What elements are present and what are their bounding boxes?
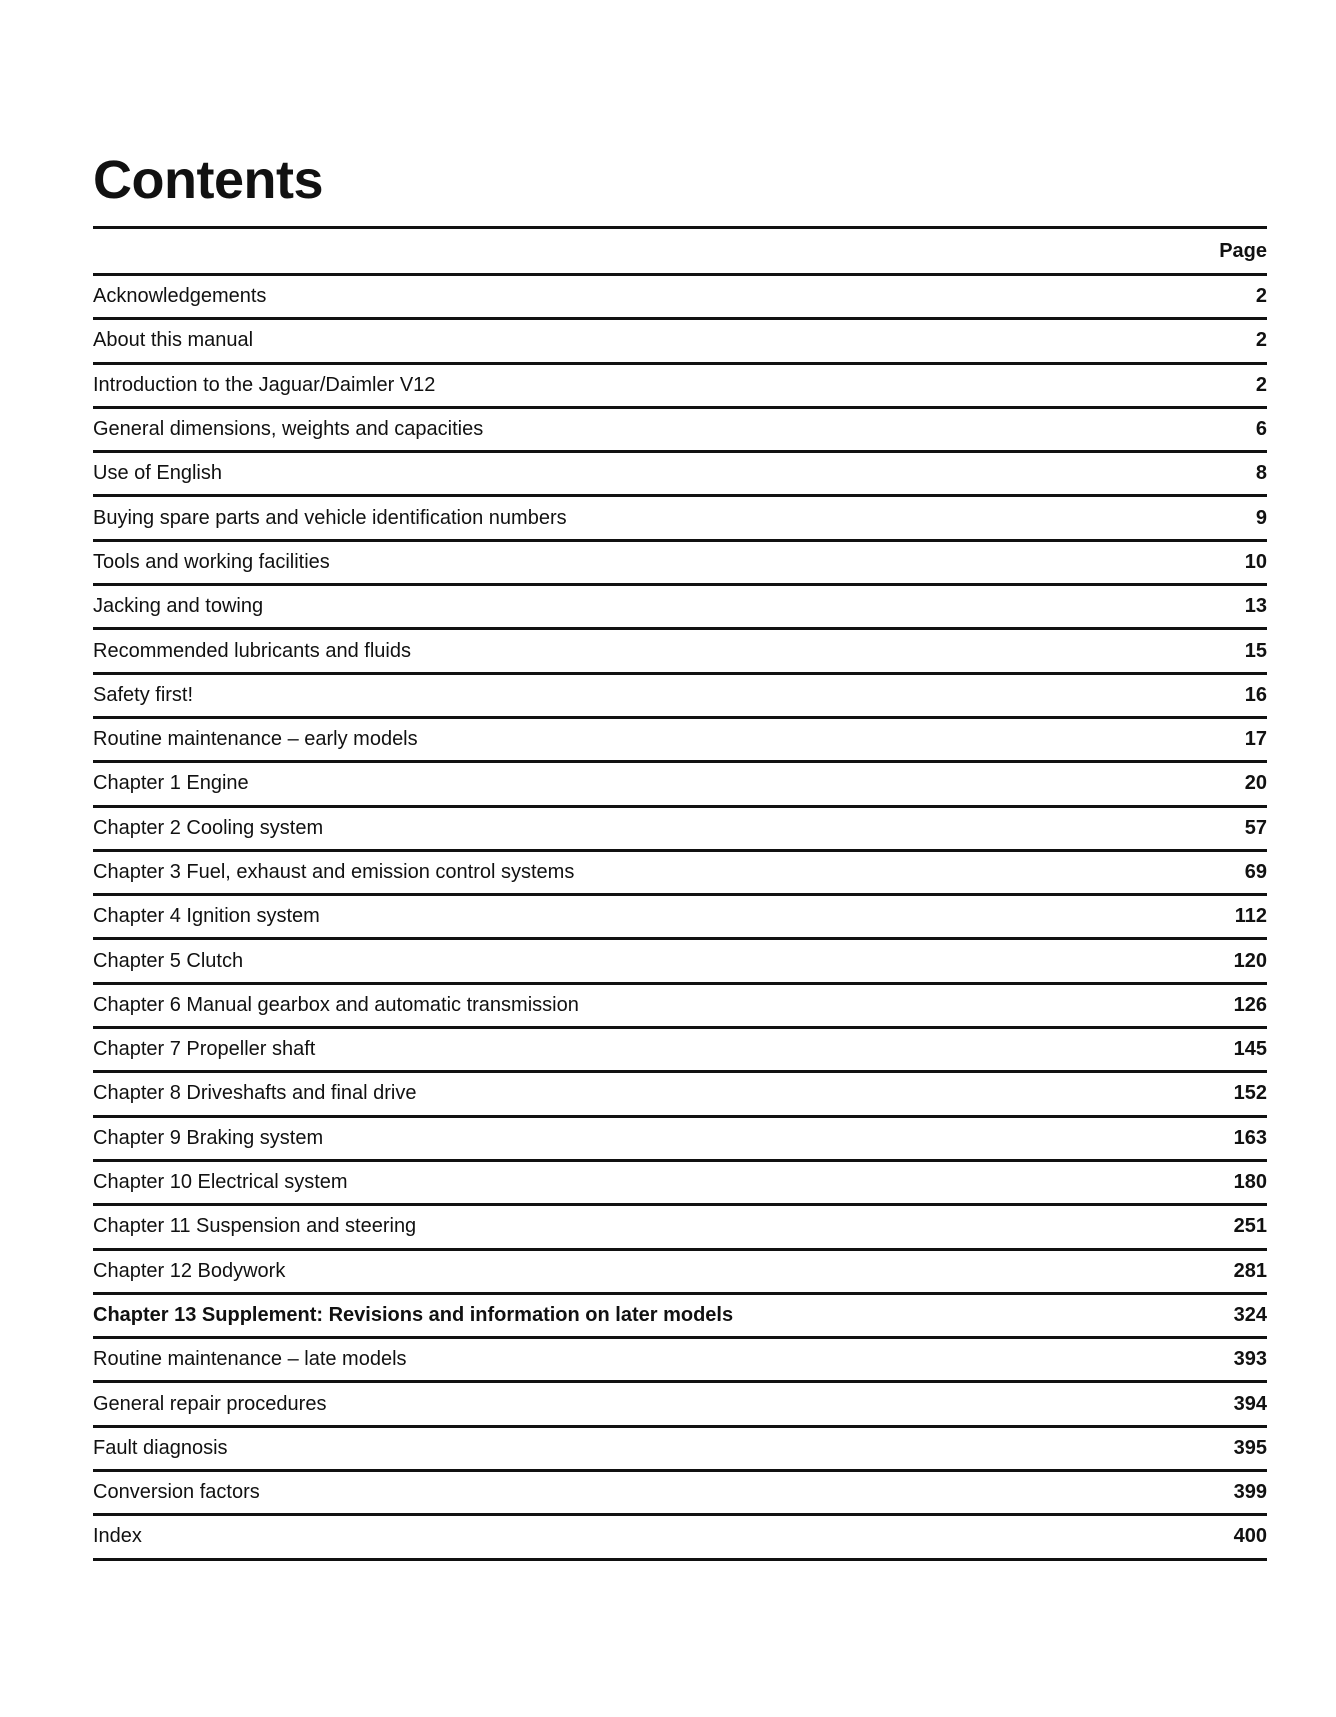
toc-entry-page-number: 324 <box>1233 1303 1267 1326</box>
toc-entry-title: General dimensions, weights and capacities <box>93 418 484 441</box>
toc-entry-page-number: 180 <box>1233 1171 1267 1194</box>
toc-entry-page-number: 15 <box>1244 639 1267 662</box>
toc-entry[interactable] <box>93 1029 1267 1073</box>
toc-entry[interactable] <box>93 409 1267 453</box>
toc-entry-page-number: 13 <box>1244 595 1267 618</box>
toc-entry-page-number: 163 <box>1233 1126 1267 1149</box>
toc-entry-title: Chapter 1 Engine <box>93 772 249 795</box>
toc-entry-title: Acknowledgements <box>93 285 267 308</box>
toc-entry[interactable] <box>93 1516 1267 1560</box>
toc-entry-title: Fault diagnosis <box>93 1436 228 1459</box>
toc-entry[interactable] <box>93 940 1267 984</box>
toc-entry-page-number: 16 <box>1244 683 1267 706</box>
toc-entry-page-number: 112 <box>1234 905 1267 928</box>
toc-entry[interactable] <box>93 1073 1267 1117</box>
toc-entry-title: Chapter 10 Electrical system <box>93 1171 348 1194</box>
toc-entry-page-number: 17 <box>1244 728 1267 751</box>
toc-entry-title: Use of English <box>93 462 222 485</box>
toc-entry[interactable] <box>93 320 1267 364</box>
toc-entry-title: Chapter 2 Cooling system <box>93 816 324 839</box>
toc-entry-page-number: 152 <box>1233 1082 1267 1105</box>
toc-entry-title: Conversion factors <box>93 1481 260 1504</box>
toc-entry-title: Buying spare parts and vehicle identification numbers <box>93 506 567 529</box>
contents-page <box>93 150 1267 1561</box>
toc-entry[interactable] <box>93 497 1267 541</box>
toc-entry-page-number: 8 <box>1255 462 1267 485</box>
toc-entry-page-number: 393 <box>1233 1348 1267 1371</box>
toc-entry[interactable] <box>93 1295 1267 1339</box>
toc-entry[interactable] <box>93 1206 1267 1250</box>
toc-entry-page-number: 120 <box>1233 949 1267 972</box>
toc-entry-page-number: 251 <box>1233 1215 1267 1238</box>
toc-entry-page-number: 9 <box>1255 506 1267 529</box>
toc-entry-page-number: 2 <box>1255 373 1267 396</box>
toc-entry[interactable] <box>93 763 1267 807</box>
page-column-header-label: Page <box>1219 239 1267 262</box>
toc-entry-title: General repair procedures <box>93 1392 327 1415</box>
toc-entry-title: Introduction to the Jaguar/Daimler V12 <box>93 373 436 396</box>
toc-entry-title: Chapter 12 Bodywork <box>93 1259 286 1282</box>
toc-entry-page-number: 6 <box>1255 418 1267 441</box>
toc-entry[interactable] <box>93 675 1267 719</box>
toc-entry-page-number: 2 <box>1255 285 1267 308</box>
toc-entry-title: Jacking and towing <box>93 595 264 618</box>
toc-entry-title: Index <box>93 1525 142 1548</box>
toc-entry-title: Routine maintenance – early models <box>93 728 418 751</box>
toc-entry[interactable] <box>93 365 1267 409</box>
toc-entry-page-number: 20 <box>1244 772 1267 795</box>
toc-entry-page-number: 399 <box>1233 1481 1267 1504</box>
toc-entry[interactable] <box>93 542 1267 586</box>
toc-entry-title: Safety first! <box>93 683 194 706</box>
toc-entry-page-number: 281 <box>1233 1259 1267 1282</box>
toc-entry[interactable] <box>93 719 1267 763</box>
toc-entry-page-number: 10 <box>1244 550 1267 573</box>
toc-entry[interactable] <box>93 1472 1267 1516</box>
toc-entry[interactable] <box>93 1428 1267 1472</box>
toc-entry-title: Chapter 9 Braking system <box>93 1126 324 1149</box>
toc-entry-page-number: 126 <box>1233 993 1267 1016</box>
toc-entry-title: Tools and working facilities <box>93 550 330 573</box>
toc-entry-title: Recommended lubricants and fluids <box>93 639 411 662</box>
toc-entry-title: Chapter 7 Propeller shaft <box>93 1038 316 1061</box>
toc-entry[interactable] <box>93 852 1267 896</box>
toc-entry[interactable] <box>93 453 1267 497</box>
toc-entry[interactable] <box>93 1118 1267 1162</box>
toc-entry-page-number: 394 <box>1233 1392 1267 1415</box>
toc-entry-page-number: 395 <box>1233 1436 1267 1459</box>
toc-entry-title: About this manual <box>93 329 254 352</box>
page-title: Contents <box>93 150 323 210</box>
toc-entry-title: Routine maintenance – late models <box>93 1348 407 1371</box>
toc-entry[interactable] <box>93 1162 1267 1206</box>
toc-list <box>93 276 1267 1561</box>
toc-entry-title: Chapter 13 Supplement: Revisions and information on later models <box>93 1303 734 1326</box>
toc-entry[interactable] <box>93 630 1267 674</box>
toc-entry[interactable] <box>93 276 1267 320</box>
toc-entry[interactable] <box>93 1251 1267 1295</box>
toc-entry-page-number: 2 <box>1255 329 1267 352</box>
toc-entry[interactable] <box>93 985 1267 1029</box>
page-column-header <box>93 229 1267 276</box>
toc-entry-page-number: 400 <box>1233 1525 1267 1548</box>
toc-entry-title: Chapter 4 Ignition system <box>93 905 320 928</box>
toc-entry-page-number: 69 <box>1244 861 1267 883</box>
toc-entry-page-number: 145 <box>1233 1038 1267 1061</box>
toc-entry-title: Chapter 6 Manual gearbox and automatic transmission <box>93 993 579 1016</box>
toc-entry-title: Chapter 11 Suspension and steering <box>93 1215 417 1238</box>
toc-entry[interactable] <box>93 1383 1267 1427</box>
toc-entry-title: Chapter 8 Driveshafts and final drive <box>93 1082 417 1105</box>
toc-entry[interactable] <box>93 896 1267 940</box>
toc-entry[interactable] <box>93 1339 1267 1383</box>
toc-entry-title: Chapter 5 Clutch <box>93 949 244 972</box>
toc-entry[interactable] <box>93 808 1267 852</box>
toc-entry-title: Chapter 3 Fuel, exhaust and emission control systems <box>93 861 575 883</box>
toc-entry-page-number: 57 <box>1244 816 1267 839</box>
toc-entry[interactable] <box>93 586 1267 630</box>
